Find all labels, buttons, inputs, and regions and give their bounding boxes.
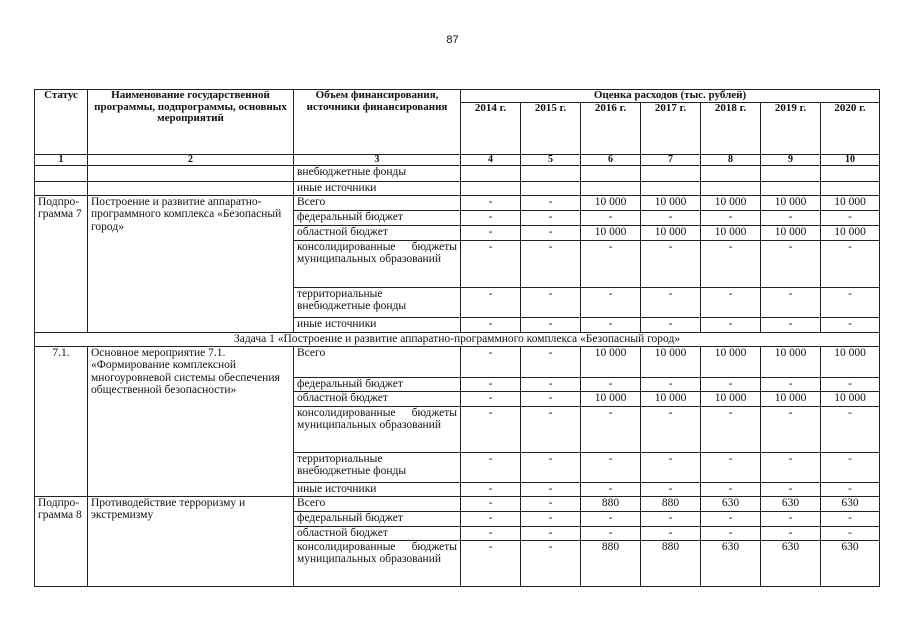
status-cell [35,181,88,195]
budget-table [34,89,880,587]
status-cell: 7.1. [35,346,88,496]
value-cell: - [821,240,880,287]
value-cell: - [581,482,641,496]
value-cell: - [821,287,880,317]
name-cell: Построение и развитие аппаратно-программного комплекса «Безопасный город» [88,195,294,332]
value-cell: - [761,526,821,540]
value-cell: 10 000 [701,391,761,406]
value-cell: - [521,511,581,526]
value-cell: - [521,526,581,540]
value-cell: 10 000 [581,346,641,377]
value-cell: 10 000 [701,346,761,377]
value-cell: - [521,452,581,482]
column-number: 8 [701,154,761,165]
source-cell: иные источники [294,482,461,496]
value-cell: - [821,482,880,496]
value-cell: - [461,210,521,225]
value-cell: - [701,526,761,540]
table-row [35,496,880,511]
table-row [35,181,880,195]
value-cell: 10 000 [641,391,701,406]
value-cell: - [581,317,641,332]
value-cell: 10 000 [641,225,701,240]
value-cell: 880 [641,496,701,511]
value-cell: - [521,346,581,377]
value-cell: - [821,406,880,452]
header-source: Объем финансирования, источники финансирования [294,90,461,155]
value-cell: - [521,240,581,287]
value-cell: 10 000 [821,391,880,406]
value-cell: - [521,317,581,332]
source-cell: территориальные внебюджетные фонды [294,452,461,482]
column-number: 2 [88,154,294,165]
task-heading: Задача 1 «Построение и развитие аппаратно-программного комплекса «Безопасный город» [35,332,880,346]
value-cell: 10 000 [821,195,880,210]
value-cell: 10 000 [761,391,821,406]
status-cell [35,165,88,181]
source-cell: консолидированные бюджеты муниципальных образований [294,406,461,452]
value-cell: - [461,482,521,496]
source-cell: федеральный бюджет [294,511,461,526]
value-cell: 10 000 [641,346,701,377]
value-cell: - [701,287,761,317]
value-cell: - [461,496,521,511]
value-cell: - [701,240,761,287]
value-cell: - [521,225,581,240]
header-year: 2015 г. [521,102,581,154]
value-cell: - [641,317,701,332]
column-number: 7 [641,154,701,165]
value-cell: 630 [761,540,821,586]
source-cell: Всего [294,496,461,511]
header-status: Статус [35,90,88,155]
name-cell: Противодействие терроризму и экстремизму [88,496,294,586]
header-estimate: Оценка расходов (тыс. рублей) [461,90,880,103]
value-cell: 630 [701,540,761,586]
value-cell: - [641,210,701,225]
value-cell: - [761,377,821,391]
value-cell: - [641,406,701,452]
value-cell: 880 [581,540,641,586]
value-cell: 880 [581,496,641,511]
header-year: 2019 г. [761,102,821,154]
column-number: 9 [761,154,821,165]
value-cell: - [461,195,521,210]
value-cell: - [461,240,521,287]
header-name: Наименование государственной программы, подпрограммы, основных мероприятий [88,90,294,155]
value-cell: - [461,346,521,377]
value-cell: - [821,511,880,526]
source-cell: Всего [294,195,461,210]
source-cell: внебюджетные фонды [294,165,461,181]
table-row [35,195,880,210]
value-cell: - [701,482,761,496]
value-cell: 10 000 [641,195,701,210]
value-cell: - [461,225,521,240]
value-cell: - [641,287,701,317]
column-number: 1 [35,154,88,165]
value-cell: - [761,406,821,452]
value-cell: - [701,317,761,332]
column-number: 10 [821,154,880,165]
table-row [35,346,880,377]
value-cell: - [581,240,641,287]
value-cell: 10 000 [821,225,880,240]
name-cell: Основное мероприятие 7.1. «Формирование комплексной многоуровневой системы обеспечения общественной безопасности» [88,346,294,496]
value-cell: 10 000 [581,195,641,210]
value-cell: 630 [821,496,880,511]
table-row [35,165,880,181]
source-cell: консолидированные бюджеты муниципальных образований [294,240,461,287]
value-cell: - [521,210,581,225]
value-cell: - [701,452,761,482]
value-cell: - [581,287,641,317]
name-cell [88,165,294,181]
value-cell: - [761,511,821,526]
value-cell: - [521,391,581,406]
table-row [35,332,880,346]
value-cell: - [461,377,521,391]
value-cell: - [641,377,701,391]
source-cell: консолидированные бюджеты муниципальных образований [294,540,461,586]
value-cell: - [641,482,701,496]
source-cell: Всего [294,346,461,377]
status-cell: Подпро-грамма 7 [35,195,88,332]
value-cell: - [821,317,880,332]
source-cell: областной бюджет [294,225,461,240]
value-cell: - [461,511,521,526]
header-year: 2020 г. [821,102,880,154]
value-cell: - [761,240,821,287]
value-cell: - [641,526,701,540]
source-cell: областной бюджет [294,391,461,406]
value-cell: - [761,482,821,496]
value-cell: 10 000 [701,195,761,210]
column-number: 6 [581,154,641,165]
value-cell: 10 000 [581,391,641,406]
column-number: 3 [294,154,461,165]
source-cell: территориальные внебюджетные фонды [294,287,461,317]
value-cell: - [581,526,641,540]
value-cell: - [761,287,821,317]
value-cell: - [521,195,581,210]
value-cell: 10 000 [761,225,821,240]
value-cell: 10 000 [761,195,821,210]
page-number: 87 [446,34,459,46]
value-cell: - [521,482,581,496]
source-cell: областной бюджет [294,526,461,540]
value-cell: 880 [641,540,701,586]
source-cell: федеральный бюджет [294,377,461,391]
value-cell: - [521,377,581,391]
value-cell: - [461,526,521,540]
value-cell: - [461,406,521,452]
value-cell: - [701,511,761,526]
value-cell: - [521,287,581,317]
value-cell: - [761,210,821,225]
header-year: 2018 г. [701,102,761,154]
value-cell: 10 000 [701,225,761,240]
value-cell: - [701,377,761,391]
value-cell: - [461,287,521,317]
status-cell: Подпро-грамма 8 [35,496,88,586]
source-cell: иные источники [294,317,461,332]
value-cell: - [581,210,641,225]
value-cell: 630 [701,496,761,511]
name-cell [88,181,294,195]
column-number: 4 [461,154,521,165]
header-year: 2017 г. [641,102,701,154]
value-cell: - [641,452,701,482]
value-cell: - [521,496,581,511]
value-cell: - [821,452,880,482]
value-cell: 630 [761,496,821,511]
value-cell: - [701,406,761,452]
value-cell: 10 000 [821,346,880,377]
value-cell: - [521,406,581,452]
value-cell: - [461,452,521,482]
value-cell: - [641,511,701,526]
value-cell: - [641,240,701,287]
value-cell: 10 000 [761,346,821,377]
value-cell: - [581,511,641,526]
value-cell: - [581,377,641,391]
value-cell: - [701,210,761,225]
value-cell: - [461,317,521,332]
source-cell: федеральный бюджет [294,210,461,225]
value-cell: - [461,540,521,586]
value-cell: - [581,452,641,482]
value-cell: 10 000 [581,225,641,240]
value-cell: - [581,406,641,452]
value-cell: - [761,317,821,332]
value-cell: - [521,540,581,586]
value-cell: - [461,391,521,406]
value-cell: - [821,526,880,540]
value-cell: - [761,452,821,482]
header-year: 2016 г. [581,102,641,154]
source-cell: иные источники [294,181,461,195]
value-cell: - [821,210,880,225]
column-number: 5 [521,154,581,165]
value-cell: - [821,377,880,391]
header-year: 2014 г. [461,102,521,154]
value-cell: 630 [821,540,880,586]
